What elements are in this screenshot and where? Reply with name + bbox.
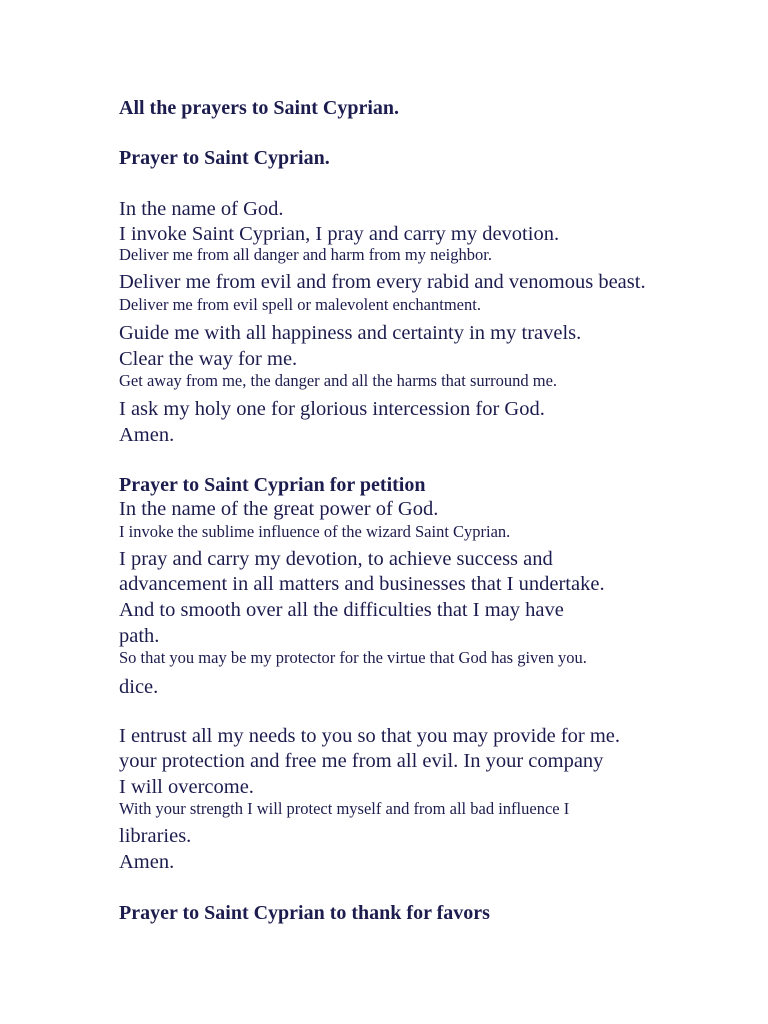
prayer-line: Deliver me from all danger and harm from my neighbor. — [119, 245, 492, 264]
prayer-line: Get away from me, the danger and all the harms that surround me. — [119, 371, 558, 390]
document-title: All the prayers to Saint Cyprian. — [119, 97, 399, 119]
prayer-line: Amen. — [119, 851, 175, 873]
prayer-line: Amen. — [119, 424, 175, 446]
prayer-line: Guide me with all happiness and certainty in my travels. — [119, 322, 582, 344]
prayer-line: I invoke Saint Cyprian, I pray and carry my devotion. — [119, 223, 560, 245]
prayer-line: With your strength I will protect myself and from all bad influence I — [119, 799, 570, 818]
prayer-line: libraries. — [119, 825, 192, 847]
prayer-line: your protection and free me from all evil. In your company — [119, 750, 604, 772]
prayer-line: Deliver me from evil spell or malevolent enchantment. — [119, 295, 481, 314]
prayer-line: I entrust all my needs to you so that you may provide for me. — [119, 725, 621, 747]
section-heading: Prayer to Saint Cyprian for petition — [119, 474, 426, 496]
section-heading: Prayer to Saint Cyprian. — [119, 147, 330, 169]
section-heading: Prayer to Saint Cyprian to thank for favors — [119, 902, 490, 924]
prayer-line: I pray and carry my devotion, to achieve success and — [119, 548, 553, 570]
prayer-line: I ask my holy one for glorious intercession for God. — [119, 398, 545, 420]
prayer-line: I will overcome. — [119, 776, 254, 798]
prayer-line: In the name of the great power of God. — [119, 498, 439, 520]
prayer-line: In the name of God. — [119, 198, 284, 220]
prayer-line: So that you may be my protector for the virtue that God has given you. — [119, 648, 587, 667]
prayer-line: I invoke the sublime influence of the wizard Saint Cyprian. — [119, 522, 511, 541]
prayer-line: advancement in all matters and businesses that I undertake. — [119, 573, 605, 595]
prayer-line: Deliver me from evil and from every rabid and venomous beast. — [119, 271, 646, 293]
prayer-line: Clear the way for me. — [119, 348, 298, 370]
prayer-line: dice. — [119, 676, 159, 698]
prayer-line: path. — [119, 625, 160, 647]
prayer-line: And to smooth over all the difficulties that I may have — [119, 599, 564, 621]
